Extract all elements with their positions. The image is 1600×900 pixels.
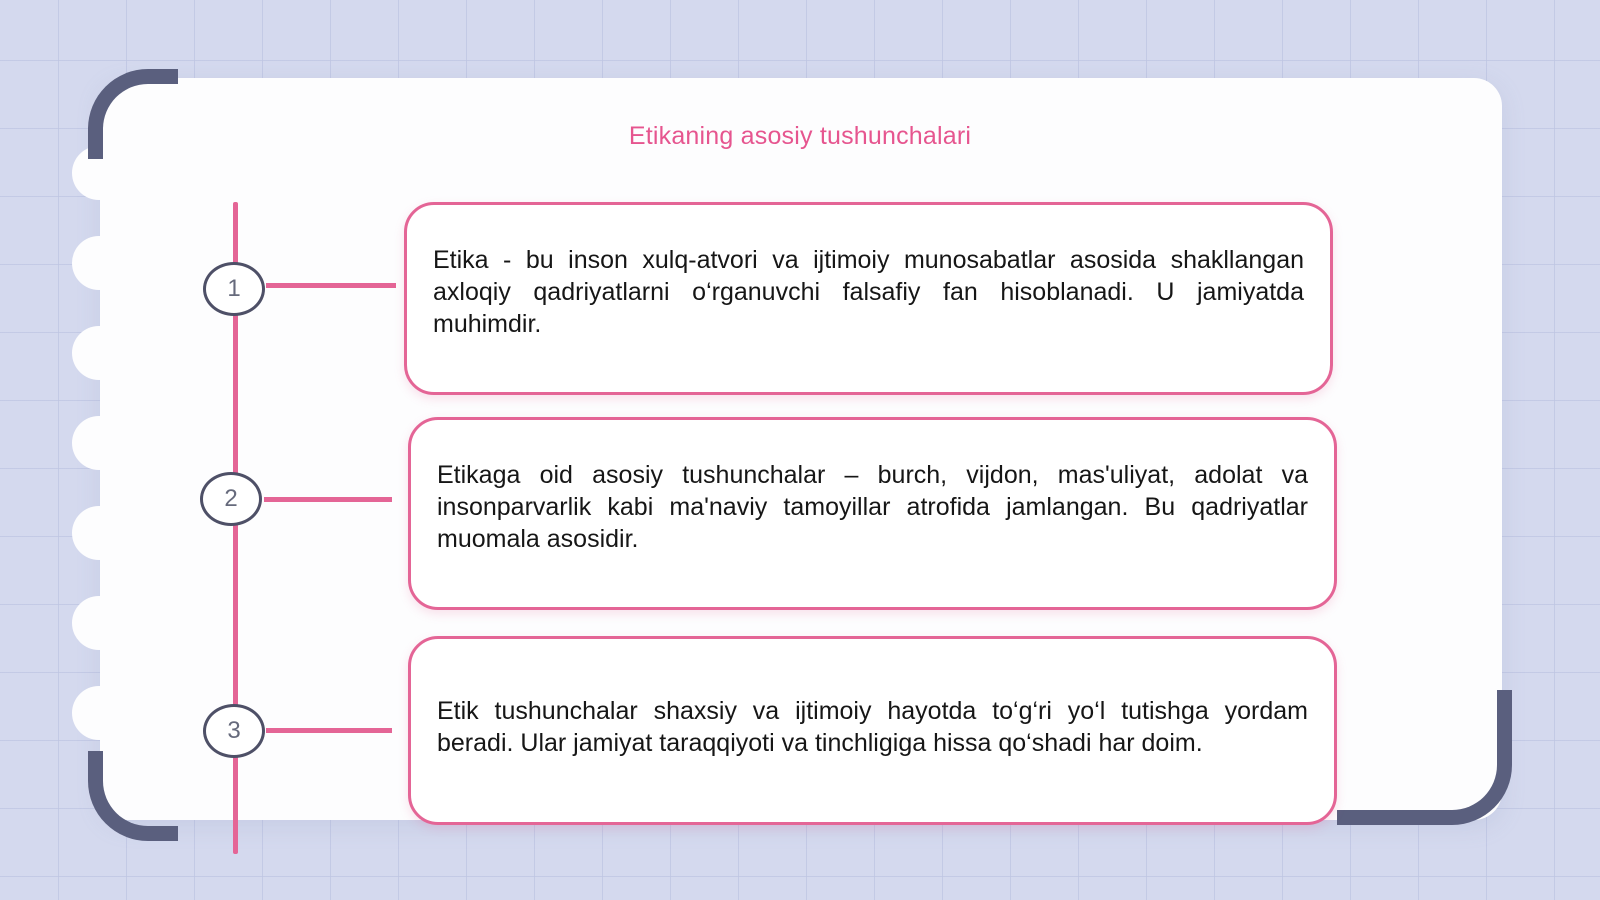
scallop-edge <box>72 506 126 560</box>
timeline-connector <box>264 497 392 502</box>
timeline-node-3 <box>203 704 265 758</box>
node-number: 3 <box>227 717 241 744</box>
card-text: Etikaga oid asosiy tushunchalar – burch, vijdon, mas'uliyat, adolat va insonparvarlik kabi ma'naviy tamoyillar atrofida jamlangan. Bu qadriyatlar muomala asosidir. <box>437 460 1308 553</box>
scallop-edge <box>72 596 126 650</box>
card-text: Etik tushunchalar shaxsiy va ijtimoiy hayotda to‘g‘ri yo‘l tutishga yordam beradi. Ular jamiyat taraqqiyoti va tinchligiga hissa qo‘shadi har doim. <box>437 696 1308 757</box>
slide-title: Etikaning asosiy tushunchalari <box>628 122 972 150</box>
scallop-edge <box>72 686 126 740</box>
node-number: 1 <box>227 275 241 302</box>
timeline-node-2 <box>200 472 262 526</box>
node-number: 2 <box>224 485 238 512</box>
corner-bracket-bottom-right <box>1337 690 1512 825</box>
scallop-edge <box>72 416 126 470</box>
timeline-connector <box>266 283 396 288</box>
corner-bracket-bottom-left <box>88 751 178 841</box>
timeline-node-1 <box>203 262 265 316</box>
scallop-edge <box>72 236 126 290</box>
card-text: Etika - bu inson xulq-atvori va ijtimoiy munosabatlar asosida shakllangan axloqiy qadriyatlarni o‘rganuvchi falsafiy fan hisoblanadi. U jamiyatda muhimdir. <box>433 245 1304 338</box>
scallop-edge <box>72 326 126 380</box>
concept-card-3 <box>408 636 1337 825</box>
concept-card-1 <box>404 202 1333 395</box>
concept-card-2 <box>408 417 1337 610</box>
timeline-connector <box>266 728 392 733</box>
